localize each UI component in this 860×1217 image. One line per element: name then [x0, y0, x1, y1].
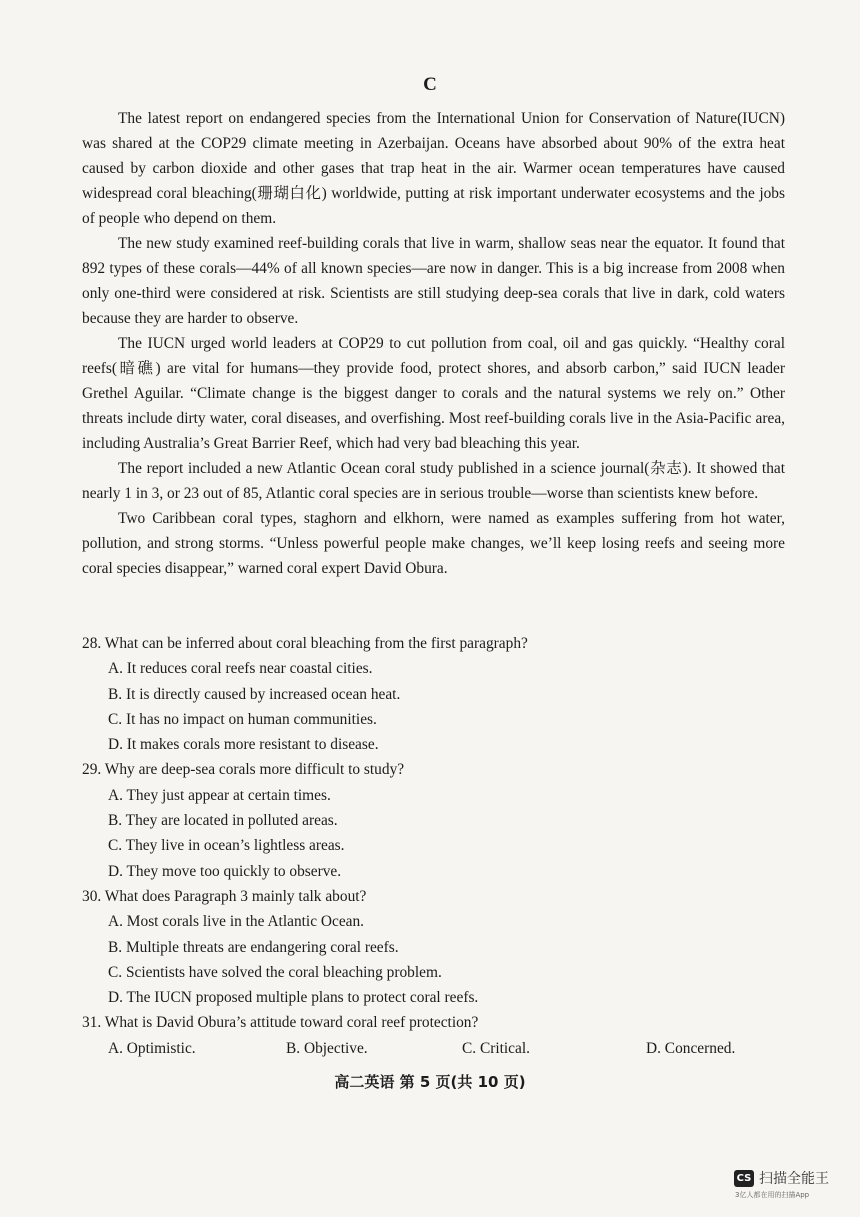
option-a: A. It reduces coral reefs near coastal cities.: [108, 660, 373, 678]
option-a: A. Most corals live in the Atlantic Ocean.: [108, 913, 365, 931]
question-stem: 30. What does Paragraph 3 mainly talk about?: [82, 887, 367, 905]
watermark-app-name: 扫描全能王: [759, 1171, 829, 1187]
option-c: C. Scientists have solved the coral bleaching problem.: [108, 963, 442, 981]
option-d: D. Concerned.: [646, 1039, 736, 1057]
option-b: B. They are located in polluted areas.: [108, 812, 338, 830]
passage-paragraph-4: The report included a new Atlantic Ocean coral study published in a science journal(杂志). It showed that nearly 1 in 3, or 23 out of 85, Atlantic coral species are in serious trouble—worse than scientists knew before.: [82, 460, 785, 502]
option-row: [82, 1036, 785, 1061]
question-28: [82, 631, 785, 757]
reading-passage: [82, 106, 785, 581]
question-31: [82, 1010, 785, 1061]
passage-paragraph-1: The latest report on endangered species from the International Union for Conservation of Nature(IUCN) was shared at the COP29 climate meeting in Azerbaijan. Oceans have absorbed about 90% of the extra heat caused by carbon dioxide and other gases that trap heat in the air. Warmer ocean temperatures have caused widespread coral bleaching(珊瑚白化) worldwide, putting at risk important underwater ecosystems and the jobs of people who depend on them.: [82, 110, 785, 227]
section-letter: C: [423, 74, 437, 95]
option-d: D. The IUCN proposed multiple plans to protect coral reefs.: [108, 989, 479, 1007]
option-c: C. Critical.: [462, 1039, 530, 1057]
question-30: [82, 884, 785, 1010]
page-footer: 高二英语 第 5 页(共 10 页): [334, 1073, 526, 1091]
passage-paragraph-3: The IUCN urged world leaders at COP29 to cut pollution from coal, oil and gas quickly. “Healthy coral reefs(暗礁) are vital for humans—they provide food, protect shores, and absorb carbon,” said IUCN leader Grethel Aguilar. “Climate change is the biggest danger to corals and the natural systems we rely on.” Other threats include dirty water, coral diseases, and overfishing. Most reef-building corals live in the Asia-Pacific area, including Australia’s Great Barrier Reef, which had very bad bleaching this year.: [82, 335, 785, 452]
option-a: A. They just appear at certain times.: [108, 786, 331, 804]
question-stem: 29. Why are deep-sea corals more difficult to study?: [82, 761, 405, 779]
option-d: D. They move too quickly to observe.: [108, 862, 342, 880]
option-d: D. It makes corals more resistant to disease.: [108, 736, 379, 754]
option-b: B. Multiple threats are endangering coral reefs.: [108, 938, 399, 956]
question-list: [82, 631, 785, 1061]
passage-paragraph-5: Two Caribbean coral types, staghorn and elkhorn, were named as examples suffering from hot water, pollution, and strong storms. “Unless powerful people make changes, we’ll keep losing reefs and seeing more coral species disappear,” warned coral expert David Obura.: [82, 510, 785, 577]
scanner-watermark: [734, 1168, 844, 1200]
question-stem: 28. What can be inferred about coral bleaching from the first paragraph?: [82, 635, 528, 652]
watermark-tagline: 3亿人都在用的扫描App: [735, 1191, 810, 1199]
camscanner-logo-icon: CS: [734, 1170, 754, 1187]
question-stem: 31. What is David Obura’s attitude toward coral reef protection?: [82, 1014, 479, 1032]
option-c: C. They live in ocean’s lightless areas.: [108, 837, 345, 855]
option-b: B. It is directly caused by increased ocean heat.: [108, 685, 401, 703]
passage-paragraph-2: The new study examined reef-building corals that live in warm, shallow seas near the equator. It found that 892 types of these corals—44% of all known species—are now in danger. This is a big increase from 2008 when only one-third were considered at risk. Scientists are still studying deep-sea corals that live in dark, cold waters because they are harder to observe.: [82, 235, 785, 327]
option-a: A. Optimistic.: [108, 1039, 196, 1057]
option-c: C. It has no impact on human communities.: [108, 710, 377, 728]
question-29: [82, 757, 785, 883]
option-b: B. Objective.: [286, 1039, 368, 1057]
